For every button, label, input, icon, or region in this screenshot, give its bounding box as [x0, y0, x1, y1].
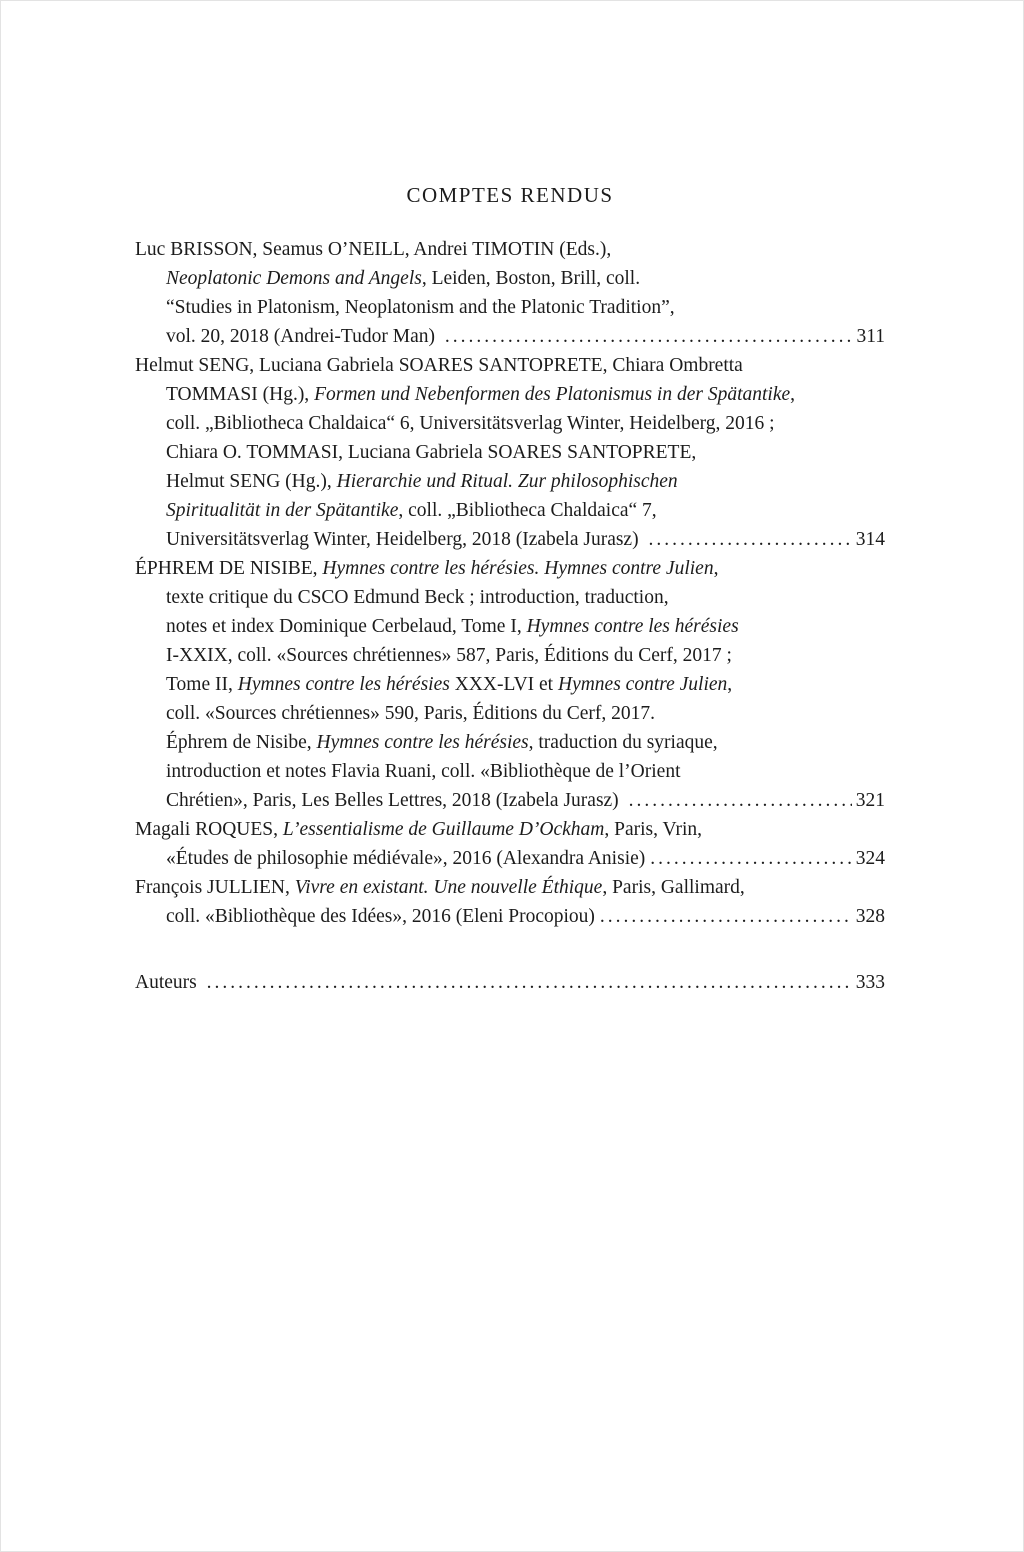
work-title-italic: Spiritualität in der Spätantike [166, 500, 399, 521]
entry-text: introduction et notes Flavia Ruani, coll. «Bibliothèque de l’Orient [166, 761, 681, 782]
dot-leader [648, 525, 851, 554]
toc-entry [135, 873, 885, 931]
dot-leader [600, 902, 852, 931]
entry-text: , Paris, Gallimard, [602, 877, 745, 898]
work-title-italic: L’essentialisme de Guillaume D’Ockham [282, 819, 605, 840]
work-title-italic: Vivre en existant. Une nouvelle Éthique [294, 877, 603, 898]
toc-entry [135, 968, 885, 997]
toc-line [135, 351, 885, 380]
entry-text: , Leiden, Boston, Brill, coll. [421, 268, 641, 289]
work-title-italic: Hymnes contre les hérésies [237, 674, 450, 695]
toc-line [135, 786, 885, 815]
work-title-italic: Hymnes contre Julien [557, 674, 728, 695]
page-number: 311 [856, 326, 885, 347]
entry-text: Helmut SENG, Luciana Gabriela SOARES SANTOPRETE, Chiara Ombretta [135, 355, 743, 376]
work-title-italic: Hymnes contre les hérésies. Hymnes contre Julien [322, 558, 714, 579]
work-title-italic: Hierarchie und Ritual. Zur philosophischen [336, 471, 678, 492]
toc-line [135, 612, 885, 641]
entry-text: coll. «Bibliothèque des Idées», 2016 (Eleni Procopiou) [166, 906, 595, 927]
toc-line [135, 380, 885, 409]
entry-text: , [790, 384, 796, 405]
entry-text: , traduction du syriaque, [528, 732, 718, 753]
entry-text: Chrétien», Paris, Les Belles Lettres, 2018 (Izabela Jurasz) [166, 790, 624, 811]
toc-content [135, 183, 885, 997]
page-number: 328 [855, 906, 885, 927]
entry-text: Magali ROQUES, [135, 819, 283, 840]
toc-entry [135, 554, 885, 815]
entry-text: Helmut SENG (Hg.), [166, 471, 337, 492]
entry-text: notes et index Dominique Cerbelaud, Tome I, [166, 616, 527, 637]
toc-line [135, 641, 885, 670]
page-number: 314 [855, 529, 885, 550]
toc-line [135, 525, 885, 554]
entry-text: Luc BRISSON, Seamus O’NEILL, Andrei TIMOTIN (Eds.), [135, 239, 612, 260]
toc-entry [135, 351, 885, 554]
toc-line [135, 322, 885, 351]
toc-line [135, 438, 885, 467]
dot-leader [650, 844, 851, 873]
entry-text: Auteurs [135, 972, 202, 993]
entry-text: “Studies in Platonism, Neoplatonism and the Platonic Tradition”, [166, 297, 675, 318]
entry-text: XXX-LVI et [449, 674, 558, 695]
entry-text: texte critique du CSCO Edmund Beck ; introduction, traduction, [166, 587, 669, 608]
work-title-italic: Hymnes contre les hérésies [316, 732, 529, 753]
entry-text: ÉPHREM DE NISIBE, [135, 558, 323, 579]
entry-text: Éphrem de Nisibe, [166, 732, 317, 753]
entry-text: I-XXIX, coll. «Sources chrétiennes» 587, Paris, Éditions du Cerf, 2017 ; [166, 645, 732, 666]
toc-entry [135, 815, 885, 873]
entry-text: coll. «Sources chrétiennes» 590, Paris, Éditions du Cerf, 2017. [166, 703, 656, 724]
entry-text: , [713, 558, 719, 579]
toc-line [135, 583, 885, 612]
entry-text: , [727, 674, 733, 695]
entry-text: vol. 20, 2018 (Andrei-Tudor Man) [166, 326, 440, 347]
toc-line [135, 757, 885, 786]
entry-text: TOMMASI (Hg.), [166, 384, 315, 405]
entry-text: François JULLIEN, [135, 877, 295, 898]
toc-line [135, 496, 885, 525]
toc-line [135, 728, 885, 757]
toc-line [135, 815, 885, 844]
dot-leader [207, 968, 852, 997]
toc-line [135, 293, 885, 322]
toc-line [135, 844, 885, 873]
work-title-italic: Neoplatonic Demons and Angels [166, 268, 422, 289]
toc-line [135, 554, 885, 583]
toc-entries [135, 235, 885, 997]
toc-line [135, 902, 885, 931]
entry-text: Universitätsverlag Winter, Heidelberg, 2018 (Izabela Jurasz) [166, 529, 644, 550]
toc-line [135, 409, 885, 438]
entry-text: Tome II, [166, 674, 238, 695]
entry-text: Chiara O. TOMMASI, Luciana Gabriela SOARES SANTOPRETE, [166, 442, 697, 463]
page-number: 333 [855, 972, 885, 993]
dot-leader [445, 322, 853, 351]
toc-line [135, 235, 885, 264]
page-number: 324 [855, 848, 885, 869]
toc-line [135, 264, 885, 293]
toc-line [135, 467, 885, 496]
toc-entry [135, 235, 885, 351]
dot-leader [629, 786, 852, 815]
page-number: 321 [855, 790, 885, 811]
entry-text: , Paris, Vrin, [604, 819, 702, 840]
entry-text: coll. „Bibliotheca Chaldaica“ 6, Universitätsverlag Winter, Heidelberg, 2016 ; [166, 413, 775, 434]
toc-line [135, 670, 885, 699]
entry-text: , coll. „Bibliotheca Chaldaica“ 7, [398, 500, 657, 521]
toc-line [135, 968, 885, 997]
work-title-italic: Formen und Nebenformen des Platonismus in der Spätantike [314, 384, 791, 405]
toc-line [135, 699, 885, 728]
entry-text: «Études de philosophie médiévale», 2016 (Alexandra Anisie) [166, 848, 646, 869]
page-title: COMPTES RENDUS [406, 183, 614, 207]
toc-line [135, 873, 885, 902]
work-title-italic: Hymnes contre les hérésies [526, 616, 739, 637]
